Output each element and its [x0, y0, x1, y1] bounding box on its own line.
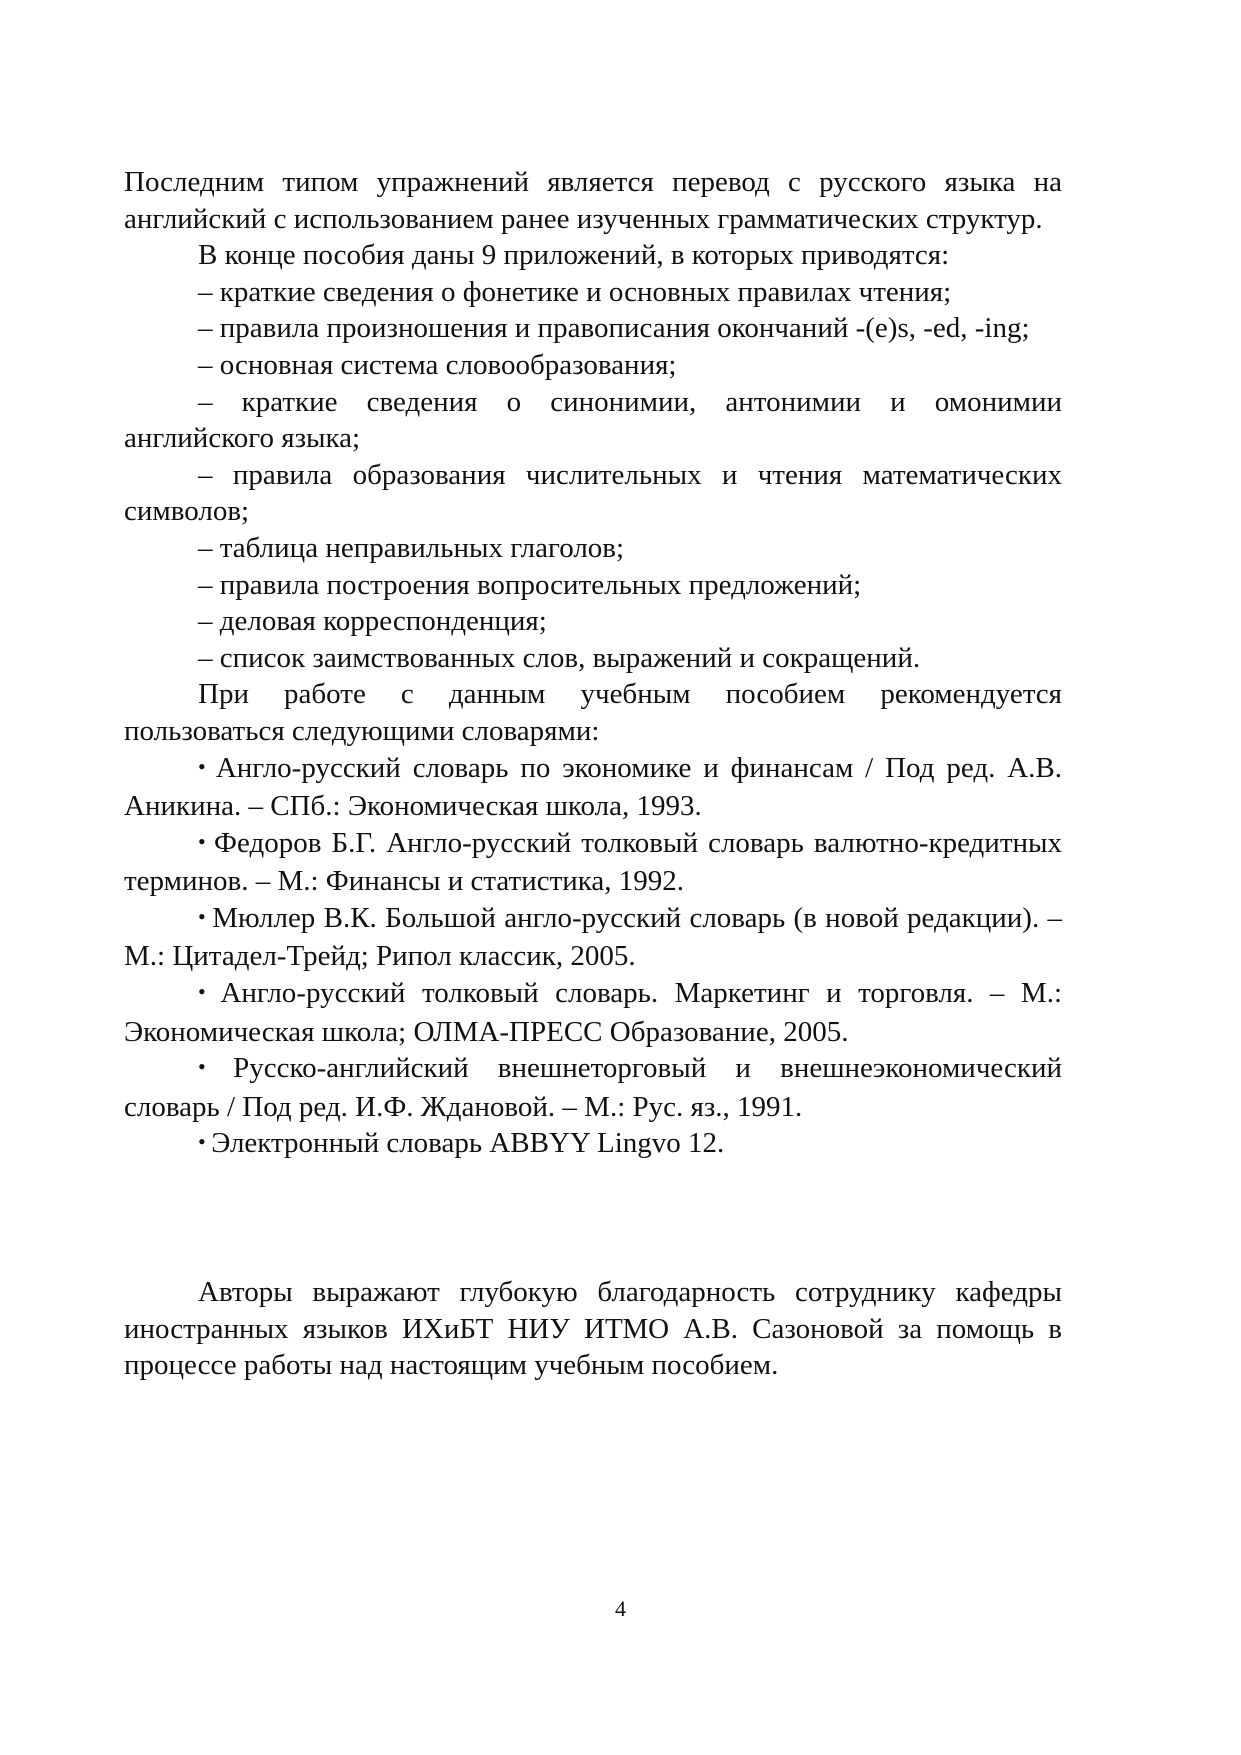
list-item: – деловая корреспонденция; [198, 605, 547, 638]
dictionaries-intro: При работе с данным учебным пособием рекомендуется пользоваться следующими словарями: [124, 678, 1062, 747]
dictionary-item: • Англо-русский толковый словарь. Маркетинг и торговля. – М.: Экономическая школа; ОЛМА-ПРЕСС Образование, 2005. [124, 975, 1062, 1050]
list-item: – основная система словообразования; [198, 348, 677, 381]
list-item: – правила произношения и правописания окончаний -(e)s, -ed, -ing; [198, 312, 1030, 345]
list-item: – список заимствованных слов, выражений и сокращений. [198, 641, 921, 674]
page-body [124, 164, 1062, 1384]
list-item: – правила построения вопросительных предложений; [198, 568, 862, 601]
dictionary-item: • Русско-английский внешнеторговый и внешнеэкономический словарь / Под ред. И.Ф. Ждановой. – М.: Рус. яз., 1991. [124, 1050, 1062, 1125]
dictionaries-list [124, 750, 1062, 1165]
dictionary-item: • Федоров Б.Г. Англо-русский толковый словарь валютно-кредитных терминов. – М.: Финансы и статистика, 1992. [124, 825, 1062, 900]
intro-paragraph: Последним типом упражнений является перевод с русского языка на английский с использованием ранее изученных грамматических структур. [124, 166, 1062, 235]
list-item: – правила образования числительных и чтения математических символов; [124, 458, 1062, 528]
dictionary-item: • Электронный словарь ABBYY Lingvo 12. [124, 1125, 1062, 1164]
list-item: – краткие сведения о фонетике и основных правилах чтения; [198, 275, 952, 308]
appendices-list [124, 274, 1062, 677]
page-number: 4 [615, 1596, 626, 1621]
dictionary-item: • Мюллер В.К. Большой англо-русский словарь (в новой редакции). – М.: Цитадел-Трейд; Рипол классик, 2005. [124, 900, 1062, 975]
list-item: – краткие сведения о синонимии, антонимии и омонимии английского языка; [124, 385, 1062, 455]
acknowledgement-paragraph: Авторы выражают глубокую благодарность сотруднику кафедры иностранных языков ИХиБТ НИУ ИТМО А.В. Сазоновой за помощь в процессе работы над настоящим учебным пособием. [124, 1276, 1062, 1382]
dictionary-item: • Англо-русский словарь по экономике и финансам / Под ред. А.В. Аникина. – СПб.: Экономическая школа, 1993. [124, 750, 1062, 825]
section-gap [124, 1164, 1062, 1274]
appendices-intro: В конце пособия даны 9 приложений, в которых приводятся: [198, 239, 950, 272]
list-item: – таблица неправильных глаголов; [198, 531, 625, 564]
